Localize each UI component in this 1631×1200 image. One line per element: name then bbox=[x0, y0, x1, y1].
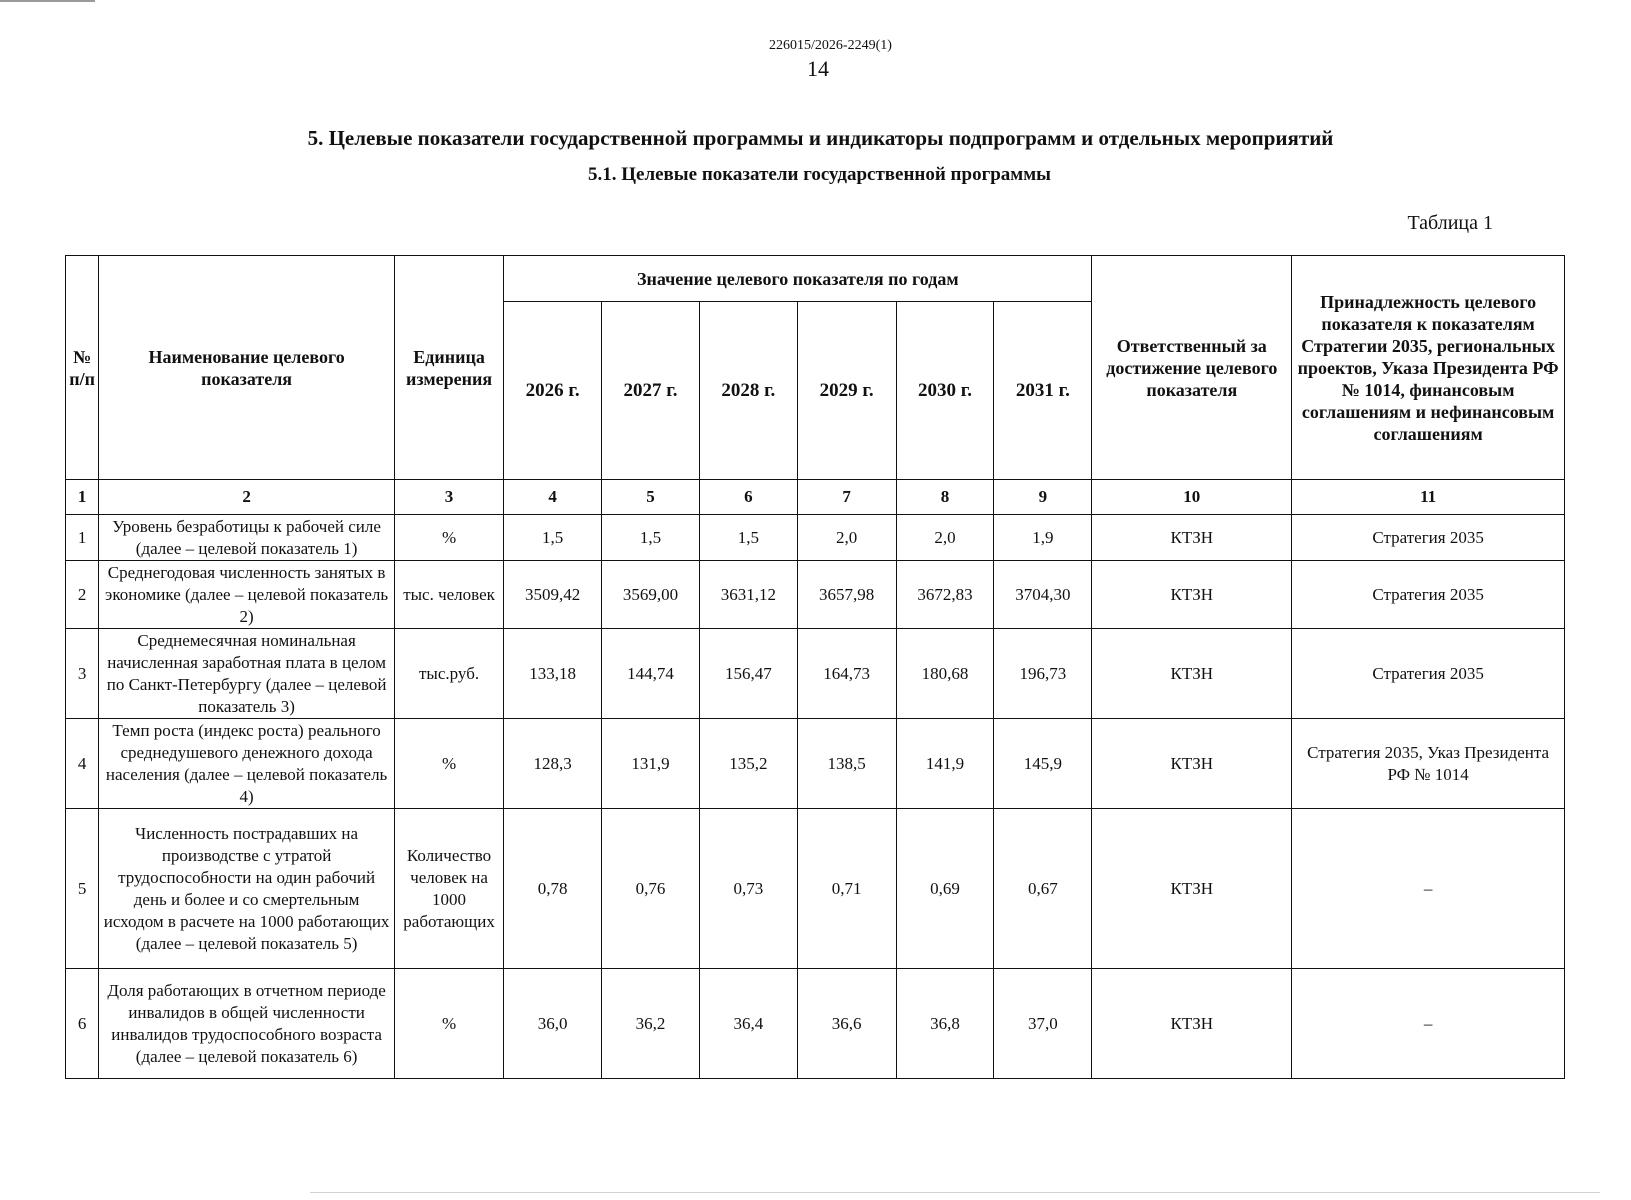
column-number: 11 bbox=[1292, 480, 1565, 515]
indicator-name: Среднемесячная номинальная начисленная заработная плата в целом по Санкт-Петербургу (далее – целевой показатель 3) bbox=[99, 629, 395, 719]
table-row bbox=[66, 515, 1565, 561]
table-row bbox=[66, 629, 1565, 719]
value-2028: 1,5 bbox=[699, 515, 797, 561]
column-number: 3 bbox=[394, 480, 503, 515]
column-number: 4 bbox=[504, 480, 602, 515]
indicator-name: Среднегодовая численность занятых в экономике (далее – целевой показатель 2) bbox=[99, 561, 395, 629]
header-num: № п/п bbox=[66, 256, 99, 480]
indicator-unit: % bbox=[394, 969, 503, 1079]
responsible: КТЗН bbox=[1092, 969, 1292, 1079]
row-num: 1 bbox=[66, 515, 99, 561]
value-2027: 3569,00 bbox=[602, 561, 700, 629]
value-2026: 3509,42 bbox=[504, 561, 602, 629]
affiliation: Стратегия 2035 bbox=[1292, 561, 1565, 629]
row-num: 3 bbox=[66, 629, 99, 719]
indicator-name: Темп роста (индекс роста) реального среднедушевого денежного дохода населения (далее – целевой показатель 4) bbox=[99, 719, 395, 809]
value-2027: 0,76 bbox=[602, 809, 700, 969]
indicator-name: Уровень безработицы к рабочей силе (далее – целевой показатель 1) bbox=[99, 515, 395, 561]
responsible: КТЗН bbox=[1092, 561, 1292, 629]
value-2027: 131,9 bbox=[602, 719, 700, 809]
value-2031: 37,0 bbox=[994, 969, 1092, 1079]
value-2026: 133,18 bbox=[504, 629, 602, 719]
affiliation: – bbox=[1292, 969, 1565, 1079]
table-row bbox=[66, 809, 1565, 969]
value-2030: 2,0 bbox=[896, 515, 994, 561]
column-numbers-row bbox=[66, 480, 1565, 515]
header-affiliation: Принадлежность целевого показателя к показателям Стратегии 2035, региональных проектов, Указа Президента РФ № 1014, финансовым соглашениям и нефинансовым соглашениям bbox=[1292, 256, 1565, 480]
value-2031: 145,9 bbox=[994, 719, 1092, 809]
value-2026: 0,78 bbox=[504, 809, 602, 969]
indicator-unit: тыс.руб. bbox=[394, 629, 503, 719]
value-2029: 2,0 bbox=[797, 515, 896, 561]
header-year: 2029 г. bbox=[797, 302, 896, 480]
header-year: 2027 г. bbox=[602, 302, 700, 480]
value-2029: 0,71 bbox=[797, 809, 896, 969]
row-num: 6 bbox=[66, 969, 99, 1079]
target-indicators-table bbox=[65, 255, 1565, 1079]
header-year: 2026 г. bbox=[504, 302, 602, 480]
row-num: 4 bbox=[66, 719, 99, 809]
value-2028: 156,47 bbox=[699, 629, 797, 719]
value-2031: 1,9 bbox=[994, 515, 1092, 561]
value-2027: 36,2 bbox=[602, 969, 700, 1079]
value-2028: 36,4 bbox=[699, 969, 797, 1079]
header-responsible: Ответственный за достижение целевого показателя bbox=[1092, 256, 1292, 480]
indicator-unit: тыс. человек bbox=[394, 561, 503, 629]
header-year: 2028 г. bbox=[699, 302, 797, 480]
scan-edge-mark bbox=[0, 0, 95, 2]
table-header-row bbox=[66, 256, 1565, 302]
subsection-title: 5.1. Целевые показатели государственной программы bbox=[587, 164, 1051, 185]
value-2030: 180,68 bbox=[896, 629, 994, 719]
value-2030: 36,8 bbox=[896, 969, 994, 1079]
indicator-unit: % bbox=[394, 719, 503, 809]
page-number: 14 bbox=[807, 56, 829, 81]
affiliation: Стратегия 2035, Указ Президента РФ № 1014 bbox=[1292, 719, 1565, 809]
column-number: 7 bbox=[797, 480, 896, 515]
value-2031: 196,73 bbox=[994, 629, 1092, 719]
responsible: КТЗН bbox=[1092, 629, 1292, 719]
affiliation: Стратегия 2035 bbox=[1292, 515, 1565, 561]
section-title: 5. Целевые показатели государственной программы и индикаторы подпрограмм и отдельных мероприятий bbox=[307, 126, 1334, 150]
value-2031: 0,67 bbox=[994, 809, 1092, 969]
indicator-unit: % bbox=[394, 515, 503, 561]
indicator-name: Доля работающих в отчетном периоде инвалидов в общей численности инвалидов трудоспособного возраста (далее – целевой показатель 6) bbox=[99, 969, 395, 1079]
value-2028: 3631,12 bbox=[699, 561, 797, 629]
row-num: 2 bbox=[66, 561, 99, 629]
responsible: КТЗН bbox=[1092, 809, 1292, 969]
header-year: 2031 г. bbox=[994, 302, 1092, 480]
value-2030: 141,9 bbox=[896, 719, 994, 809]
value-2027: 144,74 bbox=[602, 629, 700, 719]
column-number: 9 bbox=[994, 480, 1092, 515]
value-2030: 3672,83 bbox=[896, 561, 994, 629]
value-2026: 128,3 bbox=[504, 719, 602, 809]
affiliation: – bbox=[1292, 809, 1565, 969]
value-2031: 3704,30 bbox=[994, 561, 1092, 629]
responsible: КТЗН bbox=[1092, 515, 1292, 561]
document-registration-number: 226015/2026-2249(1) bbox=[769, 38, 892, 53]
column-number: 6 bbox=[699, 480, 797, 515]
table-row bbox=[66, 969, 1565, 1079]
value-2029: 138,5 bbox=[797, 719, 896, 809]
row-num: 5 bbox=[66, 809, 99, 969]
table-row bbox=[66, 561, 1565, 629]
column-number: 10 bbox=[1092, 480, 1292, 515]
table-row bbox=[66, 719, 1565, 809]
value-2026: 36,0 bbox=[504, 969, 602, 1079]
affiliation: Стратегия 2035 bbox=[1292, 629, 1565, 719]
value-2028: 0,73 bbox=[699, 809, 797, 969]
header-unit: Единица измерения bbox=[394, 256, 503, 480]
header-name: Наименование целевого показателя bbox=[99, 256, 395, 480]
value-2029: 164,73 bbox=[797, 629, 896, 719]
indicator-name: Численность пострадавших на производстве с утратой трудоспособности на один рабочий день и более и со смертельным исходом в расчете на 1000 работающих (далее – целевой показатель 5) bbox=[99, 809, 395, 969]
header-year: 2030 г. bbox=[896, 302, 994, 480]
value-2027: 1,5 bbox=[602, 515, 700, 561]
scan-edge-line bbox=[310, 1192, 1600, 1193]
value-2028: 135,2 bbox=[699, 719, 797, 809]
value-2029: 36,6 bbox=[797, 969, 896, 1079]
value-2029: 3657,98 bbox=[797, 561, 896, 629]
value-2026: 1,5 bbox=[504, 515, 602, 561]
table-caption: Таблица 1 bbox=[1407, 212, 1493, 234]
column-number: 1 bbox=[66, 480, 99, 515]
column-number: 5 bbox=[602, 480, 700, 515]
column-number: 2 bbox=[99, 480, 395, 515]
responsible: КТЗН bbox=[1092, 719, 1292, 809]
column-number: 8 bbox=[896, 480, 994, 515]
header-values-by-year: Значение целевого показателя по годам bbox=[504, 256, 1092, 302]
value-2030: 0,69 bbox=[896, 809, 994, 969]
indicator-unit: Количество человек на 1000 работающих bbox=[394, 809, 503, 969]
